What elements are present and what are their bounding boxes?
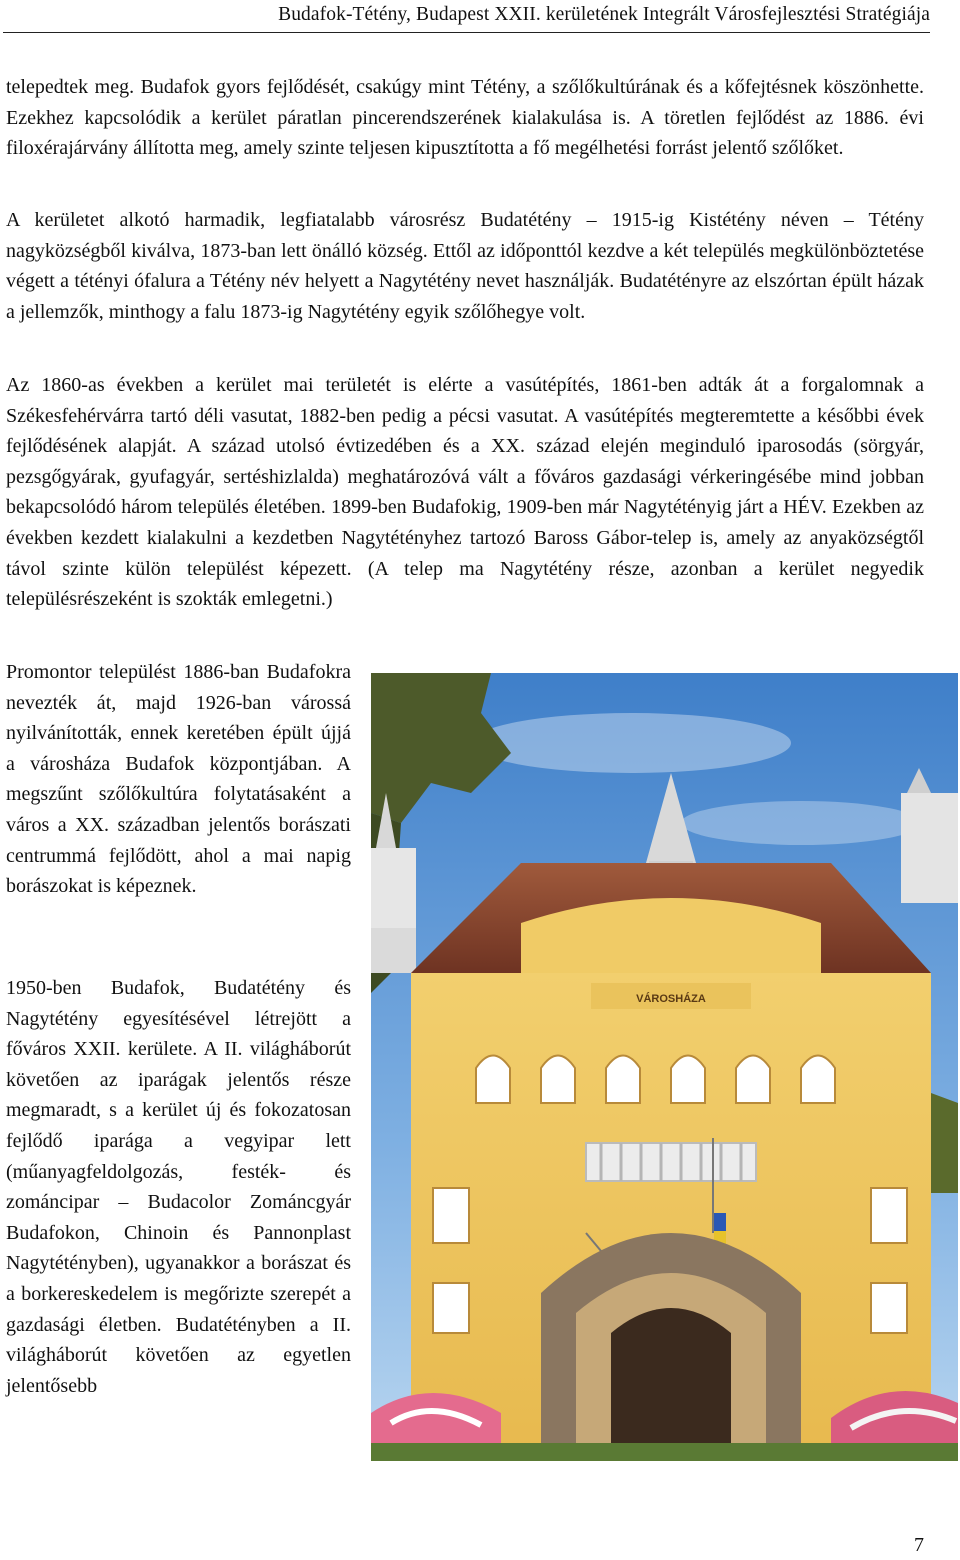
header-rule [3, 32, 930, 33]
paragraph-1950: 1950-ben Budafok, Budatétény és Nagytétény egyesítésével létrejött a főváros XXII. kerülete. A II. világháborút követően az iparágak jelentős része megmaradt, s a kerület új és fokozatosan fejlődő iparága a vegyipar lett (műanyagfeldolgozás, festék- és zománcipar – Budacolor Zománcgyár Budafokon, Chinoin és Pannonplast Nagytétényben), ugyanakkor a borászat és a borkereskedelem is megőrizte szerepét a gazdasági életben. Budatétényben a II. világháborút követően az egyetlen jelentősebb [6, 977, 351, 1397]
page-header [0, 0, 960, 40]
paragraph-railway: Az 1860-as években a kerület mai területét is elérte a vasútépítés, 1861-ben adták át a forgalomnak a Székesfehérvárra tartó déli vasutat, 1882-ben pedig a pécsi vasutat. A vasútépítés megteremtette a későbbi évek fejlődésének alapját. A század utolsó évtizedében és a XX. század elején meginduló iparosodás (sörgyár, pezsgőgyárak, gyufagyár, sertéshizlalda) meghatározóvá vált a főváros gazdasági vérkeringésébe mind jobban bekapcsolódó három település életében. 1899-ben Budafokig, 1909-ben már Nagytétényig járt a HÉV. Ezekben az években kezdett kialakulni a kezdetben Nagytétényhez tartozó Baross Gábor-telep is, amely az anyaközségtől távol szinte külön települést képezett. (A telep ma Nagytétény része, azonban a kerület negyedik településrészeként is szokták emlegetni.) [6, 374, 924, 611]
page-number: 7 [914, 1534, 924, 1556]
paragraph-budatetenys: A kerületet alkotó harmadik, legfiatalabb városrész Budatétény – 1915-ig Kistétény néven – Tétény nagyközségből kiválva, 1873-ban lett önálló község. Ettől az időponttól kezdve a két település megkülönböztetése végett a tétényi ófalura a Tétény név helyett a Nagytétény nevet használják. Budatétényre az elszórtan épült házak a jellemzők, minthogy a falu 1873-ig Nagytétény egyik szőlőhegye volt. [6, 209, 924, 323]
paragraph-promontor: Promontor települést 1886-ban Budafokra nevezték át, majd 1926-ban várossá nyilvánították, ennek keretében épült újjá a városháza Budafok központjában. A megszűnt szőlőkultúra folytatásaként a város a XX. században jelentős borászati centrummá fejlődött, ahol a mai napig borászokat is képeznek. [6, 661, 351, 898]
paragraph-budafok-growth: telepedtek meg. Budafok gyors fejlődését, csakúgy mint Tétény, a szőlőkultúrának és a kőfejtésnek köszönhette. Ezekhez kapcsolódik a kerület páratlan pincerendszerének kialakulása is. A töretlen fejlődést az 1886. évi filoxérajárvány állította meg, amely szinte teljesen kipusztította a fő megélhetési forrást jelentő szőlőket. [6, 76, 924, 160]
town-hall-photo [371, 673, 958, 1461]
town-hall-sign: VÁROSHÁZA [636, 993, 706, 1005]
header-title: Budafok-Tétény, Budapest XXII. kerületének Integrált Városfejlesztési Stratégiája [278, 4, 930, 25]
